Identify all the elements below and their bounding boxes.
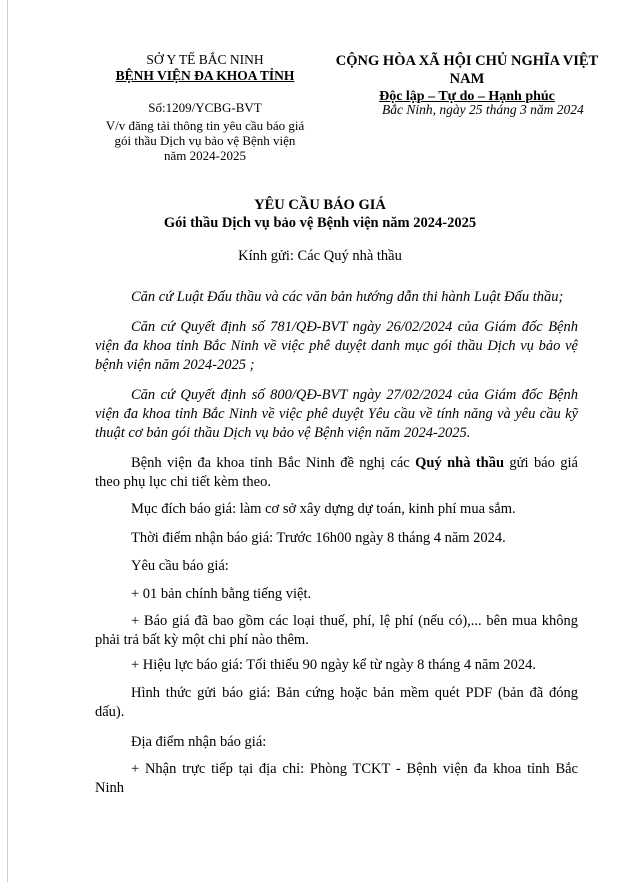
- submission-paragraph: [95, 684, 578, 722]
- request-paragraph: [95, 454, 578, 492]
- requirement-text: + Báo giá đã bao gồm các loại thuế, phí, lệ phí (nếu có),... bên mua không phải trả bất kỳ một chi phí nào thêm.: [95, 613, 578, 648]
- location-heading: [95, 733, 578, 752]
- title-sub: Gói thầu Dịch vụ bảo vệ Bệnh viện năm 2024-2025: [163, 215, 477, 231]
- requirement-item: [95, 612, 578, 650]
- requirement-item: [95, 656, 578, 675]
- legal-basis: [95, 386, 578, 443]
- subject-line: gói thầu Dịch vụ bảo vệ Bệnh viện: [114, 133, 296, 148]
- location-label: Địa điểm nhận báo giá:: [131, 734, 267, 750]
- legal-basis-item: Căn cứ Quyết định số 800/QĐ-BVT ngày 27/02/2024 của Giám đốc Bệnh viện đa khoa tỉnh Bắc Ninh về việc phê duyệt Yêu cầu về tính năng và yêu cầu kỹ thuật cơ bản gói thầu Dịch vụ bảo vệ Bệnh viện năm 2024-2025.: [95, 387, 578, 441]
- page-edge-line: [7, 0, 8, 882]
- requirements-label: Yêu cầu báo giá:: [131, 558, 229, 574]
- requirement-text: + Hiệu lực báo giá: Tối thiểu 90 ngày kể từ ngày 8 tháng 4 năm 2024.: [131, 657, 536, 673]
- org-name: BỆNH VIỆN ĐA KHOA TỈNH: [115, 68, 295, 83]
- legal-basis-item: Căn cứ Luật Đấu thầu và các văn bản hướng dẫn thi hành Luật Đấu thầu;: [131, 289, 564, 305]
- request-text: Bệnh viện đa khoa tỉnh Bắc Ninh đề nghị các: [131, 455, 416, 471]
- title-main: YÊU CẦU BÁO GIÁ: [254, 197, 386, 213]
- subject-line: V/v đăng tải thông tin yêu cầu báo giá: [105, 118, 305, 133]
- document-title: [60, 196, 580, 232]
- requirements-heading: [95, 557, 578, 576]
- legal-basis: [95, 318, 578, 375]
- purpose-text: Mục đích báo giá: làm cơ sở xây dựng dự toán, kinh phí mua sắm.: [131, 501, 516, 517]
- request-bold-recipient: Quý nhà thầu: [415, 455, 505, 471]
- location-item: [95, 760, 578, 798]
- submission-text: Hình thức gửi báo giá: Bản cứng hoặc bản mềm quét PDF (bản đã đóng dấu).: [95, 685, 578, 720]
- national-header: [322, 52, 612, 106]
- salutation: Kính gửi: Các Quý nhà thầu: [238, 248, 402, 264]
- legal-basis: [95, 288, 578, 307]
- issue-date: Bắc Ninh, ngày 25 tháng 3 năm 2024: [382, 102, 584, 117]
- issuing-organization: [100, 52, 310, 84]
- org-parent: SỞ Y TẾ BẮC NINH: [146, 52, 264, 67]
- requirement-text: + 01 bản chính bằng tiếng việt.: [131, 586, 312, 602]
- deadline-text: Thời điểm nhận báo giá: Trước 16h00 ngày 8 tháng 4 năm 2024.: [131, 530, 506, 546]
- national-motto: Độc lập – Tự do – Hạnh phúc: [379, 89, 555, 104]
- legal-basis-item: Căn cứ Quyết định số 781/QĐ-BVT ngày 26/02/2024 của Giám đốc Bệnh viện đa khoa tỉnh Bắc Ninh về việc phê duyệt danh mục gói thầu Dịch vụ bảo vệ bệnh viện năm 2024-2025 ;: [95, 319, 578, 373]
- nation-title: CỘNG HÒA XÃ HỘI CHỦ NGHĨA VIỆT NAM: [335, 53, 599, 87]
- subject-line: năm 2024-2025: [164, 148, 246, 163]
- purpose-paragraph: [95, 500, 578, 519]
- requirement-item: [95, 585, 578, 604]
- location-text: + Nhận trực tiếp tại địa chỉ: Phòng TCKT - Bệnh viện đa khoa tỉnh Bắc Ninh: [95, 761, 578, 796]
- document-subject: [100, 118, 310, 163]
- request-text: gửi báo giá theo phụ lục chi tiết kèm theo.: [95, 455, 578, 490]
- deadline-paragraph: [95, 529, 578, 548]
- reference-number: Số:1209/YCBG-BVT: [148, 100, 262, 115]
